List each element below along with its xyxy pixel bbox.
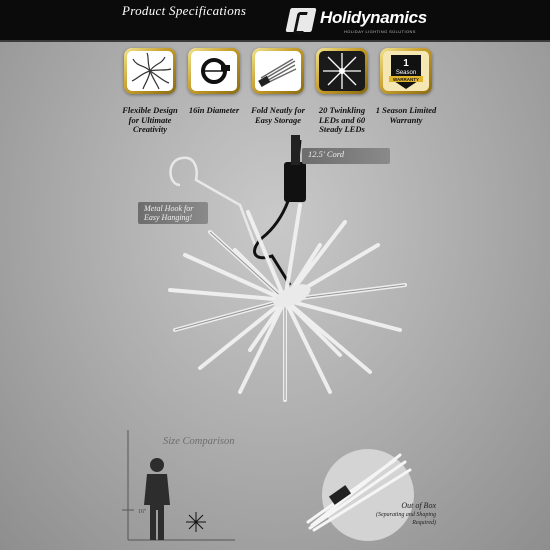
cord-length-callout: 12.5' Cord	[302, 148, 390, 164]
feature-label: Flexible Design for Ultimate Creativity	[122, 105, 178, 134]
size-comparison-title: Size Comparison	[163, 436, 235, 447]
mini-starburst-icon	[186, 512, 206, 532]
product-specifications-title: Product Specifications	[122, 3, 247, 18]
person-silhouette-icon	[144, 458, 170, 540]
out-of-box-subtitle: (Separating and Shaping Required)	[376, 511, 436, 526]
brand-tagline: HOLIDAY LIGHTING SOLUTIONS	[344, 29, 416, 34]
size-measure-label: 16"	[138, 509, 147, 515]
out-of-box-title: Out of Box	[401, 501, 436, 510]
cord-plug	[284, 162, 306, 202]
out-of-box-label	[356, 502, 436, 528]
warranty-season: Season	[395, 70, 417, 76]
metal-hook-callout: Metal Hook for Easy Hanging!	[138, 202, 208, 224]
warranty-number: 1	[403, 58, 409, 69]
cord-connector	[291, 135, 300, 165]
feature-label: 16in Diameter	[188, 105, 240, 115]
warranty-word: WARRANTY	[393, 77, 419, 82]
brand-name: Holidynamics	[320, 8, 427, 27]
feature-label: 1 Season Limited Warranty	[375, 105, 437, 125]
feature-label: Fold Neatly for Easy Storage	[251, 105, 305, 125]
feature-label: 20 Twinkling LEDs and 60 Steady LEDs	[318, 105, 366, 134]
